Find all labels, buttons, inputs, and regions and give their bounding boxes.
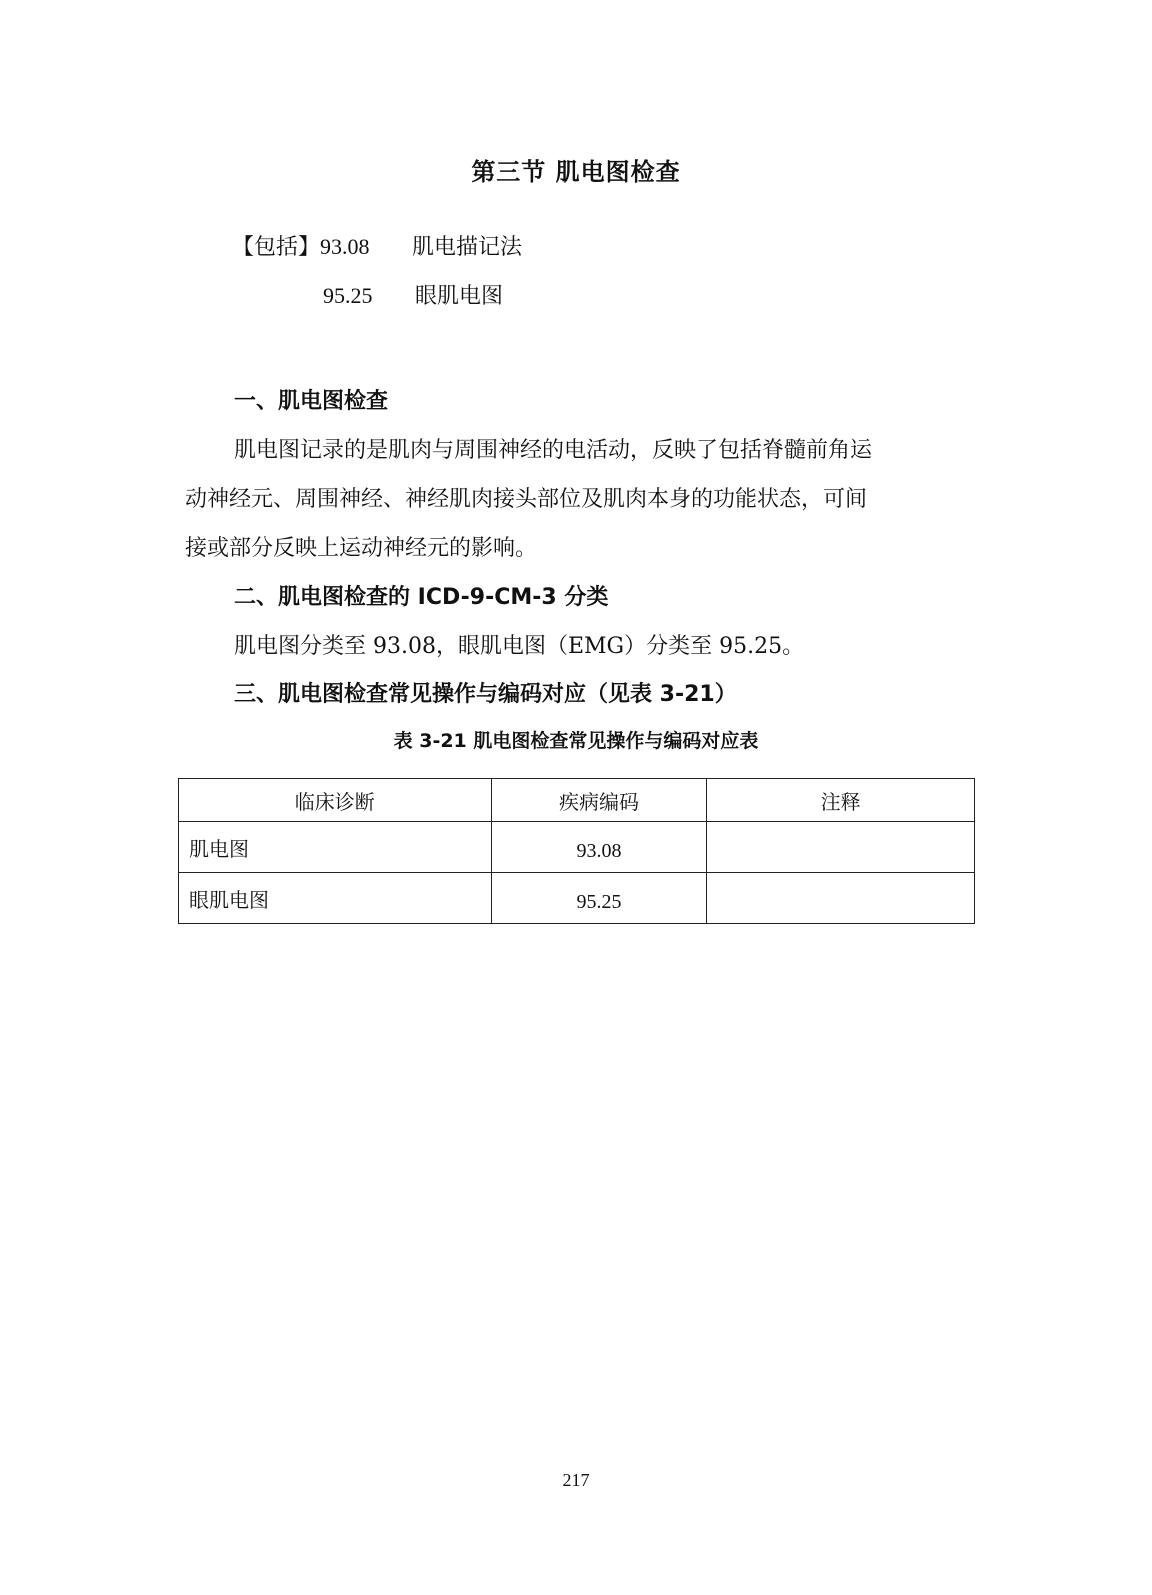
paragraph-line: 动神经元、周围神经、神经肌肉接头部位及肌肉本身的功能状态，可间 (185, 487, 868, 512)
diagnosis-cell: 眼肌电图 (179, 873, 492, 924)
note-cell (707, 822, 975, 873)
include-item-2 (323, 279, 503, 310)
note-cell (707, 873, 975, 924)
include-name: 肌电描记法 (412, 235, 523, 260)
heading-part1: 一、肌电图检查 (234, 389, 389, 414)
heading-part3: 三、肌电图检查常见操作与编码对应（见表 3-21） (234, 682, 737, 707)
diagnosis-cell: 肌电图 (179, 822, 492, 873)
column-header-code: 疾病编码 (491, 779, 707, 822)
code-cell: 95.25 (491, 873, 707, 924)
paragraph-line: 接或部分反映上运动神经元的影响。 (185, 536, 538, 561)
include-code: 95.25 (323, 283, 373, 308)
include-item-1 (232, 230, 522, 261)
heading-part2: 二、肌电图检查的 ICD-9-CM-3 分类 (234, 585, 609, 610)
code-table (178, 778, 975, 924)
table-header-row (179, 779, 975, 822)
paragraph-line: 肌电图记录的是肌肉与周围神经的电活动，反映了包括脊髓前角运 (234, 438, 873, 463)
paragraph-line: 肌电图分类至 93.08，眼肌电图（EMG）分类至 95.25。 (234, 634, 805, 659)
include-label: 【包括】 (232, 235, 321, 260)
table-row (179, 873, 975, 924)
code-cell: 93.08 (491, 822, 707, 873)
table-caption: 表 3-21 肌电图检查常见操作与编码对应表 (393, 730, 759, 752)
section-title: 第三节 肌电图检查 (471, 158, 681, 186)
page-number: 217 (562, 1470, 590, 1490)
column-header-diagnosis: 临床诊断 (179, 779, 492, 822)
table-row (179, 822, 975, 873)
include-name: 眼肌电图 (415, 284, 504, 309)
column-header-note: 注释 (707, 779, 975, 822)
include-code: 93.08 (320, 234, 370, 259)
